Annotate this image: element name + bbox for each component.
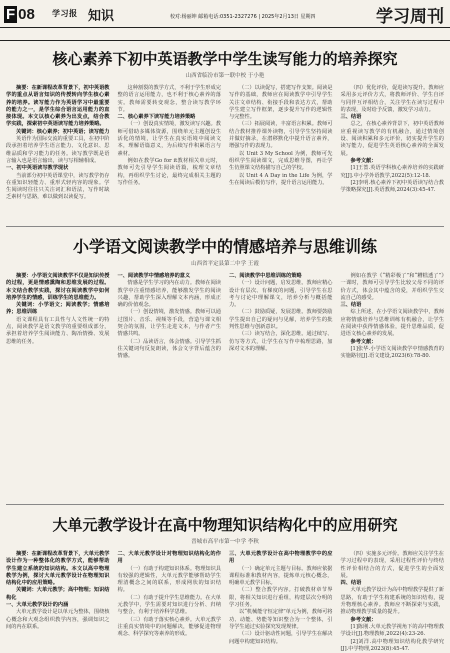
paragraph: 例如在教学Go for it教材相关单元时，教师可先引导学生阅读语篇，梳理文章结构，再组织学生讨论，最终完成相关主题的写作任务。 (117, 157, 221, 186)
lead-paragraph: 参考文献： (350, 616, 377, 623)
article-column (118, 551, 222, 647)
paragraph: 语文课程具有工具性与人文性统一的特点，阅读教学是语文教学的重要组成部分，承担着培养学生阅读能力、陶冶情操、发展思维的任务。 (6, 316, 110, 345)
paragraph: （三）拓展阅读，丰富语言积累。教师可结合教材推荐课外读物，引导学生坚持阅读并做好摘录，在潜移默化中提升语言素养，增强写作的表现力。 (229, 121, 333, 150)
page-number (4, 6, 35, 23)
lead-paragraph: 关键词：小学语文；阅读教学；情感培养；思维训练 (6, 302, 110, 316)
paragraph: （四）实施多元评价。教师应关注学生在学习过程中的表现，采用过程性评价与终结性评价相结合的方式，促进学生的全面发展。 (340, 551, 444, 579)
paragraph: （三）读写结合，深化思维。通过续写、仿写等方式，让学生在写作中梳理思路，加深对文本的理解。 (229, 331, 333, 352)
article-column (6, 273, 110, 501)
header-rule (0, 27, 450, 28)
brand-title: 学习周刊 (376, 7, 444, 27)
section-heading: 一、大单元教学设计的内涵 (6, 602, 69, 609)
paragraph: 以 Unit 4 A Day in the Life 为例，学生在阅读后模仿写作，提升语言运用能力。 (229, 172, 333, 186)
article-author: 山西省临汾市第一联中校 于小艳 (185, 73, 265, 79)
article-body (6, 551, 444, 652)
paragraph: [2]李明.核心素养下初中英语读写结合教学策略探究[J].英语教师,2024(3):45-47. (340, 179, 444, 194)
article-title: 小学语文阅读教学中的情感培养与思维训练 (72, 237, 377, 256)
section-title: 知识 (88, 9, 115, 24)
lead-paragraph: 关键词：核心素养；初中英语；读写能力 (16, 128, 110, 135)
lead-paragraph: 摘要：小学语文阅读教学不仅是知识传授的过程，更是情感熏陶和思维发展的过程。本文结合教学实践，探讨在阅读教学中如何培养学生的情感，训练学生的思维能力。 (6, 273, 110, 301)
section-heading: 一、初中英语读写教学现状 (6, 165, 69, 172)
article-column (6, 85, 110, 227)
article-divider (6, 504, 444, 505)
section-heading: 三、大单元教学设计在高中物理教学中的应用 (229, 551, 333, 565)
lead-paragraph: 摘要：在新课程改革背景下，大单元教学设计作为一种整体化的教学方式，能够帮助学生建立系统的知识结构。本文以高中物理教学为例，探讨大单元教学设计在物理知识结构化中的应用策略。 (6, 551, 110, 587)
paragraph: （一）创设真实情境，激发读写兴趣。教师可借助多媒体资源，围绕单元主题创设生活化的情境，让学生在真实语境中阅读文本，理解语篇意义，为后续写作积累语言与素材。 (117, 121, 221, 157)
lead-paragraph: 摘要：在新课程改革背景下，初中英语教学的重点从语言知识的传授转向学生核心素养的培养。读写能力作为英语学习中最重要的能力之一，是学生综合语言运用能力的直接体现。本文以核心素养为出发点，结合教学实践，探索初中英语读写能力培养策略。 (6, 85, 110, 128)
article-column (6, 551, 110, 647)
paragraph: [1]张华.小学语文阅读教学中情感教育的实施路径[J].语文建设,2023(6):78-80. (340, 345, 444, 360)
section-heading: 二、大单元教学设计对物理知识结构化的作用 (117, 551, 221, 565)
lead-paragraph: 关键词：大单元教学；高中物理；知识结构化 (6, 587, 110, 601)
paragraph: 以 Unit 3 My School 为例，教师可先组织学生阅读课文，完成思维导图，再让学生仿照课文结构描写自己的学校。 (229, 150, 333, 172)
lead-paragraph: 参考文献： (350, 338, 377, 345)
header-meta: 校对:杨丽坤 邮箱电话:0351-2327276 | 2025年2月13日 星期四 (170, 14, 316, 20)
article-column (341, 85, 445, 227)
section-heading: 三、结语 (340, 114, 362, 121)
article-column (340, 551, 445, 652)
article-column (229, 273, 333, 501)
article-column (118, 85, 222, 227)
paragraph: （一）确定单元主题与目标。教师应依据课程标准和教材内容，提炼单元核心概念，明确单元教学目标。 (229, 565, 333, 587)
page-number-value: 08 (18, 6, 35, 23)
paragraph: （三）有助于落实核心素养。大单元教学注重真实情境中的问题解决，能够促进物理观念、科学探究等素养的形成。 (117, 616, 221, 638)
paragraph: [1]王蔷.英语学科核心素养培养的实践研究[J].中小学外语教学,2022(5):12-18. (340, 165, 444, 179)
article-body (6, 85, 444, 227)
paragraph: （二）品读语言，体会情感。引导学生抓住关键词句反复朗读，体会文字背后蕴含的情感。 (117, 338, 221, 360)
section-heading: 二、阅读教学中思维训练的策略 (229, 273, 302, 279)
article-column (229, 85, 333, 227)
paragraph: （二）鼓励质疑，发展思维。教师要鼓励学生提出自己的疑问与见解，培养学生的批判性思维与创新意识。 (229, 309, 333, 331)
paragraph: 以“机械能守恒定律”单元为例，教师可将功、动能、势能等知识整合为一个整体，引导学生通过实验探究发现规律。 (229, 609, 333, 630)
paragraph: 总之，在核心素养背景下，初中英语教师应重视读写教学的有机融合，通过情境创设、阅读积累和多元评价，切实提升学生的读写能力，促进学生英语核心素养的全面发展。 (340, 121, 444, 157)
article-author: 山西省平定县第二中学 王霞 (191, 261, 259, 267)
section-heading: 三、结语 (340, 302, 362, 309)
paragraph: （三）设计驱动性问题，引导学生在解决问题中构建知识结构。 (229, 631, 333, 645)
paper-name: 学习报 (52, 9, 78, 18)
paragraph: 例如在教学《“精彩极了”和“糟糕透了”》一课时，教师可引导学生比较父母不同的评价方式，体会其中蕴含的爱，并组织学生交流自己的感受。 (340, 273, 444, 301)
article-body (6, 273, 444, 501)
paragraph: （一）有助于构建知识体系。物理知识具有较强的逻辑性，大单元教学能够帮助学生理清概念之间的联系，形成网状的知识结构。 (117, 565, 221, 594)
article-column (118, 273, 222, 501)
article-title: 大单元教学设计在高中物理知识结构化中的应用研究 (52, 516, 398, 534)
paragraph: 这种割裂的教学方式，不利于学生形成完整的语言运用能力，也不利于核心素养的落实。教师需要转变观念，整合读写教学环节。 (117, 85, 221, 113)
section-heading: 二、核心素养下读写能力培养策略 (117, 114, 196, 121)
paragraph: 大单元教学设计是以单元为整体，围绕核心概念和大观念组织教学内容，强调知识之间的内在联系。 (6, 609, 110, 630)
section-heading: 一、阅读教学中情感培养的意义 (117, 273, 191, 279)
article-chinese (6, 234, 444, 501)
paragraph: 大单元教学设计为高中物理教学提供了新思路，有助于学生构建系统的知识结构，提升物理核心素养。教师应不断探索与实践，推动物理教学质量的提升。 (340, 587, 444, 616)
paragraph: （二）以读促写，搭建写作支架。阅读是写作的基础，教师应在阅读教学中引导学生关注文章结构、衔接手段和表达方式，帮助学生建立写作框架，逐步提升写作的逻辑性与完整性。 (229, 85, 333, 121)
article-english (6, 48, 444, 227)
paragraph: 情感是学生学习的内在动力。教师在阅读教学中注重情感培养，能够激发学生的阅读兴趣，帮助学生深入理解文本内涵，形成正确的价值观念。 (117, 280, 221, 309)
paragraph: （二）整合教学内容。打破教材章节界限，将相关知识进行重组，构建层次分明的学习任务。 (229, 587, 333, 609)
paragraph: [2]刘洋.高中物理知识结构化教学研究[J].中学物理,2023(8):45-47. (340, 638, 444, 652)
paragraph: （一）设计问题，启发思维。教师应精心设计有层次、有梯度的问题，引导学生在思考与讨论中理解课文，培养分析与概括能力。 (229, 280, 333, 309)
paragraph: （一）创设情境，激发情感。教师可以通过图片、音乐、视频等手段，营造与课文相契合的氛围，让学生走进文本，与作者产生情感共鸣。 (117, 309, 221, 338)
paragraph: [1]陈刚.大单元教学视角下的高中物理教学设计[J].物理教师,2022(4):23-26. (340, 623, 444, 638)
article-column (341, 273, 445, 501)
lead-paragraph: 参考文献： (350, 157, 377, 164)
article-physics (6, 514, 444, 652)
article-author: 晋城市高平市第一中学 李秋 (191, 539, 259, 545)
section-heading: 四、结语 (340, 580, 362, 587)
newspaper-header (0, 0, 450, 41)
paragraph: （四）优化评价，促进读写提升。教师应采用多元评价方式，将教师评价、学生自评与同伴互评相结合，关注学生在读写过程中的表现，及时给予反馈，激发学习动力。 (340, 85, 444, 113)
paragraph: 英语作为国际交流的重要工具，在初中阶段承担着培养学生语言能力、文化意识、思维品质和学习能力的任务。读写教学既是语言输入也是语言输出，读与写相辅相成。 (6, 136, 110, 164)
article-divider (6, 226, 444, 227)
paragraph: （二）有助于提升学生思维能力。在大单元教学中，学生需要对知识进行分析、归纳与整合，有利于培养科学思维。 (117, 594, 221, 616)
paragraph: 综上所述，在小学语文阅读教学中，教师应将情感培养与思维训练有机融合，让学生在阅读中获得情感体验，提升思维品质，促进语文核心素养的发展。 (340, 309, 444, 338)
paragraph: 当前部分初中英语课堂中，读写教学仍存在重知识轻能力、重形式轻内容的现象。学生阅读时往往只关注词汇和语法，写作时缺乏素材与思路，难以做到以读促写。 (6, 172, 110, 201)
article-column (229, 551, 333, 647)
article-title: 核心素养下初中英语教学中学生读写能力的培养探究 (52, 50, 398, 68)
page-prefix: F (6, 6, 16, 23)
